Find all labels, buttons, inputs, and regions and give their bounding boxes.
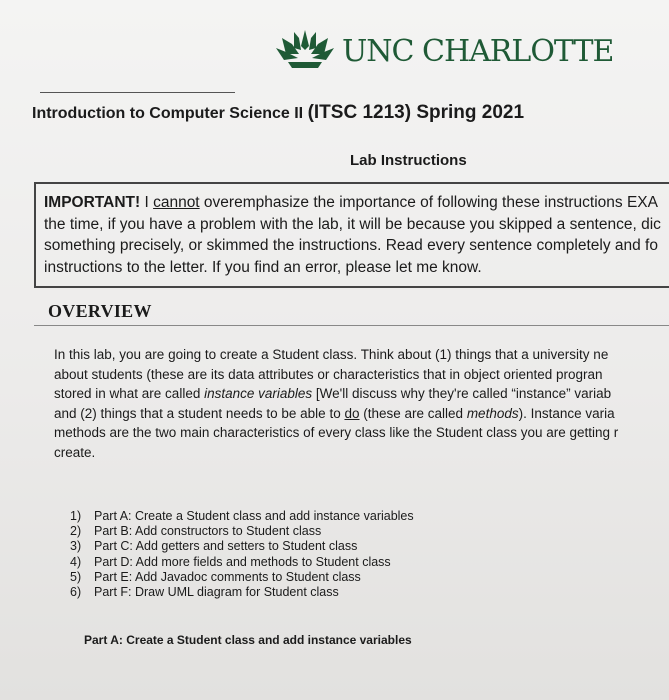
important-text: overemphasize the importance of following these instructions EXA	[199, 194, 658, 211]
important-emphasis: cannot	[153, 194, 200, 211]
list-number: 5)	[70, 569, 82, 584]
important-text: I	[140, 194, 154, 211]
list-number: 6)	[70, 585, 82, 600]
list-text: Part B: Add constructors to Student class	[94, 524, 322, 539]
overview-term: methods	[466, 405, 519, 421]
list-text: Part E: Add Javadoc comments to Student class	[94, 569, 361, 584]
overview-text: (these are called	[359, 405, 467, 421]
crown-logo-icon	[272, 26, 338, 72]
overview-heading: OVERVIEW	[48, 301, 152, 321]
part-a-heading: Part A: Create a Student class and add instance variables	[84, 633, 412, 647]
important-line-4: instructions to the letter. If you find an error, please let me know.	[44, 258, 482, 276]
unc-charlotte-logo	[272, 26, 613, 72]
overview-text: ). Instance varia	[518, 405, 615, 421]
list-text: Part F: Draw UML diagram for Student class	[94, 585, 339, 600]
overview-line: create.	[54, 444, 96, 460]
important-label: IMPORTANT!	[44, 194, 141, 211]
overview-term: instance variables	[204, 386, 313, 401]
course-title-prefix: Introduction to Computer Science II	[32, 105, 308, 122]
parts-list	[70, 509, 414, 600]
important-line-2: the time, if you have a problem with the lab, it will be because you skipped a sentence, dic	[44, 215, 661, 233]
important-line-1	[44, 192, 669, 214]
important-notice-box	[34, 182, 669, 288]
overview-line: In this lab, you are going to create a Student class. Think about (1) things that a university ne	[54, 347, 609, 362]
page-subtitle: Lab Instructions	[350, 152, 467, 169]
course-title-code: (ITSC 1213) Spring 2021	[307, 102, 525, 123]
list-text: Part C: Add getters and setters to Student class	[94, 539, 358, 554]
list-item	[70, 539, 414, 554]
list-number: 3)	[70, 539, 82, 554]
overview-divider	[34, 325, 669, 326]
overview-text: stored in what are called	[54, 386, 205, 401]
list-text: Part A: Create a Student class and add instance variables	[94, 509, 414, 523]
overview-line	[54, 404, 669, 424]
list-item	[70, 524, 414, 539]
list-item	[70, 509, 414, 524]
header-divider	[40, 92, 235, 93]
overview-line	[54, 384, 669, 404]
overview-line: methods are the two main characteristics of every class like the Student class you are getting r	[54, 425, 619, 440]
list-number: 2)	[70, 524, 82, 539]
important-line-3: something precisely, or skimmed the instructions. Read every sentence completely and fo	[44, 237, 658, 254]
list-number: 1)	[70, 509, 82, 523]
list-text: Part D: Add more fields and methods to Student class	[94, 554, 391, 569]
overview-line: about students (these are its data attributes or characteristics that in object oriented progran	[54, 366, 603, 382]
overview-text: and (2) things that a student needs to be able to	[54, 405, 345, 421]
list-number: 4)	[70, 554, 82, 569]
list-item	[70, 570, 414, 585]
logo-wordmark: UNC CHARLOTTE	[342, 33, 614, 69]
list-item	[70, 585, 414, 600]
overview-emphasis: do	[344, 405, 360, 421]
overview-paragraph	[54, 345, 669, 462]
list-item	[70, 555, 414, 570]
course-title	[32, 102, 524, 124]
overview-text: [We'll discuss why they're called “instance” variab	[312, 386, 612, 401]
